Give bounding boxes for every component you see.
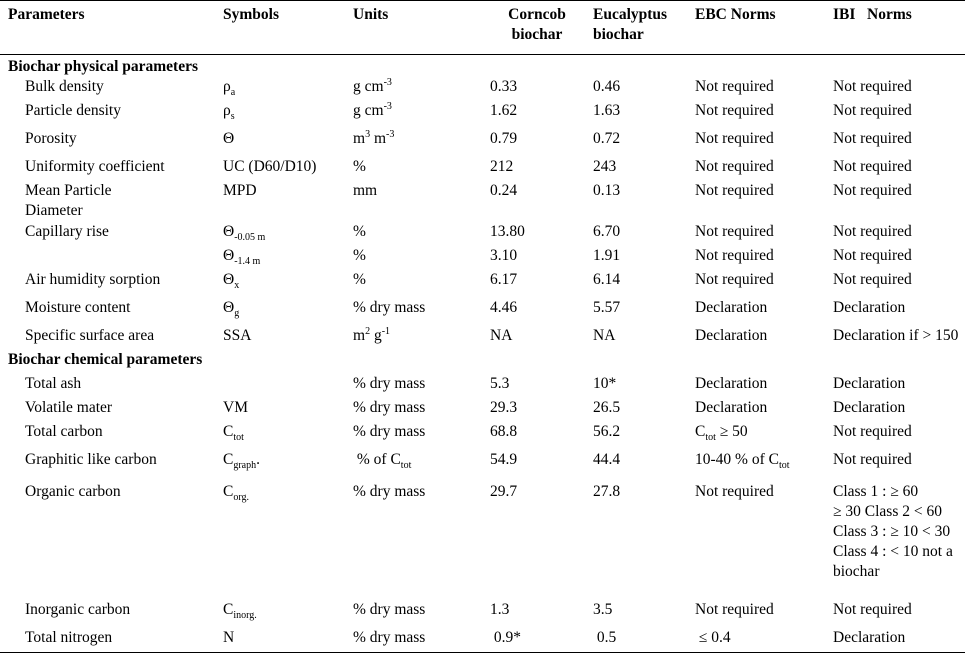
symbol-sub: g (234, 308, 240, 320)
header-eucalyptus-line1: Eucalyptus (593, 6, 668, 23)
header-ibi: IBI Norms (833, 1, 965, 55)
cell-unit: % (353, 247, 366, 264)
cell-ibi (833, 482, 965, 600)
cell-ibi: Not required (833, 247, 912, 264)
cell-symbol: VM (223, 399, 248, 416)
cell-corncob: 29.3 (490, 399, 518, 416)
cell-corncob: 212 (490, 158, 514, 175)
cell-unit: % dry mass (353, 423, 426, 440)
cell-ibi: Not required (833, 182, 912, 199)
cell-corncob: NA (490, 327, 513, 344)
cell-param: Total nitrogen (0, 628, 223, 652)
ebc-sub: tot (778, 460, 790, 472)
cell-unit: mm (353, 182, 378, 199)
cell-ebc: Not required (695, 78, 774, 95)
header-corncob-line2: biochar (511, 26, 563, 43)
unit-sup-b: -3 (386, 128, 395, 140)
symbol-text: Θ (223, 299, 235, 316)
cell-ebc: Not required (695, 158, 774, 175)
cell-eucalyptus: 1.91 (593, 247, 621, 264)
cell-eucalyptus: 44.4 (593, 451, 621, 468)
cell-ibi: Not required (833, 601, 912, 618)
symbol-sub: inorg. (233, 610, 257, 622)
cell-ebc: Not required (695, 223, 774, 240)
cell-unit (353, 77, 481, 101)
cell-param: Uniformity coefficient (25, 158, 165, 175)
cell-ebc (695, 450, 833, 482)
cell-eucalyptus: 56.2 (593, 423, 621, 440)
ebc-sub: tot (705, 432, 716, 444)
cell-ibi: Not required (833, 451, 912, 468)
row-total-nitrogen (0, 628, 965, 652)
cell-symbol (223, 600, 353, 628)
cell-eucalyptus: 1.63 (593, 102, 621, 119)
cell-ebc: Not required (695, 182, 774, 199)
section-physical (0, 55, 965, 78)
header-eucalyptus (593, 1, 695, 55)
cell-param: Total ash (25, 375, 82, 392)
unit-sup-a: 3 (365, 128, 371, 140)
header-eucalyptus-line2: biochar (593, 26, 644, 43)
cell-corncob: 0.9* (481, 628, 593, 652)
cell-ibi: Not required (833, 158, 912, 175)
symbol-sub: org. (233, 492, 249, 504)
cell-corncob: 29.7 (490, 483, 518, 500)
cell-corncob: 54.9 (490, 451, 518, 468)
unit-sup: -3 (383, 100, 392, 112)
cell-symbol: Θ (223, 130, 235, 147)
cell-param: Particle density (25, 102, 121, 119)
header-units: Units (353, 1, 481, 55)
cell-param-empty (0, 246, 223, 270)
row-moisture (0, 298, 965, 326)
symbol-text: C (223, 451, 234, 468)
unit-text: % of C (353, 451, 401, 468)
cell-param: Porosity (25, 130, 77, 147)
header-corncob (481, 1, 593, 55)
cell-unit (353, 450, 481, 482)
row-uniformity (0, 157, 965, 181)
row-volatile (0, 398, 965, 422)
ebc-tail: ≥ 50 (715, 423, 748, 440)
cell-ibi: Not required (833, 78, 912, 95)
symbol-sub: s (230, 111, 235, 123)
symbol-sub: -0.05 m (234, 232, 266, 244)
cell-param: Capillary rise (25, 223, 109, 240)
cell-unit: % dry mass (353, 601, 426, 618)
cell-eucalyptus: 0.46 (593, 78, 621, 95)
cell-ebc: Declaration (695, 299, 768, 316)
cell-symbol (223, 482, 353, 600)
cell-symbol (223, 298, 353, 326)
param-line2: Diameter (25, 202, 83, 219)
symbol-text: C (223, 423, 234, 440)
unit-text: g cm (353, 102, 384, 119)
cell-symbol (223, 77, 353, 101)
unit-sup: -3 (383, 76, 392, 88)
cell-eucalyptus: NA (593, 327, 616, 344)
cell-param: Graphitic like carbon (25, 451, 157, 468)
symbol-sub: -1.4 m (234, 256, 261, 268)
symbol-text: Θ (223, 223, 235, 240)
ebc-text: 10-40 % of C (695, 451, 779, 468)
cell-ibi: Not required (833, 223, 912, 240)
row-capillary-rise-1 (0, 222, 965, 246)
table-header (0, 1, 965, 55)
cell-unit: % dry mass (353, 299, 426, 316)
cell-corncob: 0.24 (490, 182, 518, 199)
cell-eucalyptus: 243 (593, 158, 617, 175)
cell-ibi: Not required (833, 271, 912, 288)
cell-eucalyptus: 0.5 (593, 628, 695, 652)
row-total-carbon (0, 422, 965, 450)
row-total-ash (0, 374, 965, 398)
cell-symbol (223, 222, 353, 246)
cell-ibi: Declaration (833, 299, 906, 316)
cell-corncob: 6.17 (490, 271, 518, 288)
cell-unit: % dry mass (353, 628, 481, 652)
row-particle-density (0, 101, 965, 129)
symbol-sub: x (234, 280, 240, 292)
cell-param (0, 181, 223, 222)
ebc-text: C (695, 423, 706, 440)
cell-eucalyptus: 6.14 (593, 271, 621, 288)
cell-eucalyptus: 5.57 (593, 299, 621, 316)
cell-ebc: Not required (695, 483, 774, 500)
row-air-humidity (0, 270, 965, 298)
header-symbols: Symbols (223, 1, 353, 55)
row-porosity (0, 129, 965, 157)
cell-symbol (223, 374, 353, 398)
cell-ebc: Not required (695, 102, 774, 119)
row-graphitic (0, 450, 965, 482)
section-chemical (0, 350, 965, 374)
cell-corncob: 1.3 (490, 601, 510, 618)
cell-corncob: 5.3 (490, 375, 510, 392)
cell-symbol (223, 101, 353, 129)
cell-corncob: 13.80 (490, 223, 525, 240)
ibi-line3: Class 3 : ≥ 10 < 30 (833, 523, 951, 540)
cell-ebc: Declaration (695, 375, 768, 392)
ibi-line5: biochar (833, 563, 880, 580)
cell-symbol: N (223, 628, 353, 652)
row-capillary-rise-2 (0, 246, 965, 270)
symbol-sub: tot (233, 432, 244, 444)
symbol-text: Θ (223, 247, 235, 264)
row-bulk-density (0, 77, 965, 101)
unit-text: g cm (353, 78, 384, 95)
row-organic-carbon (0, 482, 965, 600)
ibi-line4: Class 4 : < 10 not a (833, 543, 953, 560)
header-ebc: EBC Norms (695, 1, 833, 55)
row-inorganic-carbon (0, 600, 965, 628)
unit-text-b: g (370, 327, 382, 344)
cell-eucalyptus: 10* (593, 375, 617, 392)
symbol-text: ρ (223, 102, 231, 119)
unit-sup-a: 2 (365, 325, 371, 337)
symbol-text: C (223, 601, 234, 618)
cell-param: Air humidity sorption (25, 271, 161, 288)
cell-ebc: Declaration (695, 399, 768, 416)
section-physical-label: Biochar physical parameters (8, 58, 199, 75)
unit-text-a: m (353, 130, 366, 147)
cell-unit: % (353, 158, 366, 175)
row-ssa (0, 326, 965, 350)
ibi-line1: Class 1 : ≥ 60 (833, 483, 919, 500)
cell-eucalyptus: 6.70 (593, 223, 621, 240)
cell-ebc: Declaration (695, 327, 768, 344)
cell-corncob: 0.33 (490, 78, 518, 95)
cell-symbol (223, 450, 353, 482)
cell-symbol (223, 422, 353, 450)
symbol-sub: graph (233, 460, 257, 472)
cell-corncob: 3.10 (490, 247, 518, 264)
cell-ebc: Not required (695, 601, 774, 618)
cell-eucalyptus: 0.13 (593, 182, 621, 199)
symbol-sub: a (230, 87, 236, 99)
cell-unit: % (353, 271, 366, 288)
header-row (0, 1, 965, 55)
cell-ebc: Not required (695, 130, 774, 147)
cell-param: Organic carbon (25, 483, 121, 500)
param-line1: Mean Particle (25, 182, 112, 199)
cell-unit (353, 129, 481, 157)
cell-unit: % dry mass (353, 375, 426, 392)
cell-ebc: Not required (695, 247, 774, 264)
cell-ibi: Not required (833, 423, 912, 440)
cell-ibi: Declaration (833, 375, 906, 392)
cell-ibi: Not required (833, 102, 912, 119)
symbol-text: Θ (223, 271, 235, 288)
symbol-text: C (223, 483, 234, 500)
cell-ibi: Declaration (833, 399, 906, 416)
cell-ibi: Declaration (833, 628, 965, 652)
cell-param: Bulk density (25, 78, 104, 95)
row-mpd (0, 181, 965, 222)
unit-text-b: m (370, 130, 386, 147)
cell-ibi: Not required (833, 130, 912, 147)
cell-unit (353, 101, 481, 129)
symbol-tail: . (256, 451, 260, 468)
cell-ebc: ≤ 0.4 (695, 628, 833, 652)
header-parameters: Parameters (0, 1, 223, 55)
cell-corncob: 4.46 (490, 299, 518, 316)
cell-symbol: UC (D60/D10) (223, 158, 317, 175)
ibi-line2: ≥ 30 Class 2 < 60 (833, 503, 942, 520)
symbol-text: ρ (223, 78, 231, 95)
cell-eucalyptus: 27.8 (593, 483, 621, 500)
cell-unit: % dry mass (353, 483, 426, 500)
cell-symbol: MPD (223, 182, 257, 199)
cell-eucalyptus: 0.72 (593, 130, 621, 147)
cell-corncob: 1.62 (490, 102, 518, 119)
cell-symbol (223, 270, 353, 298)
cell-eucalyptus: 3.5 (593, 601, 613, 618)
cell-symbol: SSA (223, 327, 252, 344)
cell-ebc (695, 422, 833, 450)
cell-corncob: 68.8 (490, 423, 518, 440)
cell-unit: % (353, 223, 366, 240)
cell-param: Inorganic carbon (25, 601, 131, 618)
cell-eucalyptus: 26.5 (593, 399, 621, 416)
table-body (0, 55, 965, 653)
cell-unit (353, 326, 481, 350)
cell-symbol (223, 246, 353, 270)
cell-param: Moisture content (25, 299, 131, 316)
cell-param: Specific surface area (25, 327, 155, 344)
cell-ebc: Not required (695, 271, 774, 288)
unit-sub: tot (400, 460, 412, 472)
unit-text-a: m (353, 327, 366, 344)
unit-sup-b: -1 (381, 325, 391, 337)
cell-ibi: Declaration if > 150 (833, 327, 959, 344)
cell-corncob: 0.79 (490, 130, 518, 147)
section-chemical-label: Biochar chemical parameters (8, 351, 203, 368)
header-corncob-line1: Corncob (508, 6, 566, 23)
cell-param: Volatile mater (25, 399, 113, 416)
cell-unit: % dry mass (353, 399, 426, 416)
cell-param: Total carbon (25, 423, 103, 440)
